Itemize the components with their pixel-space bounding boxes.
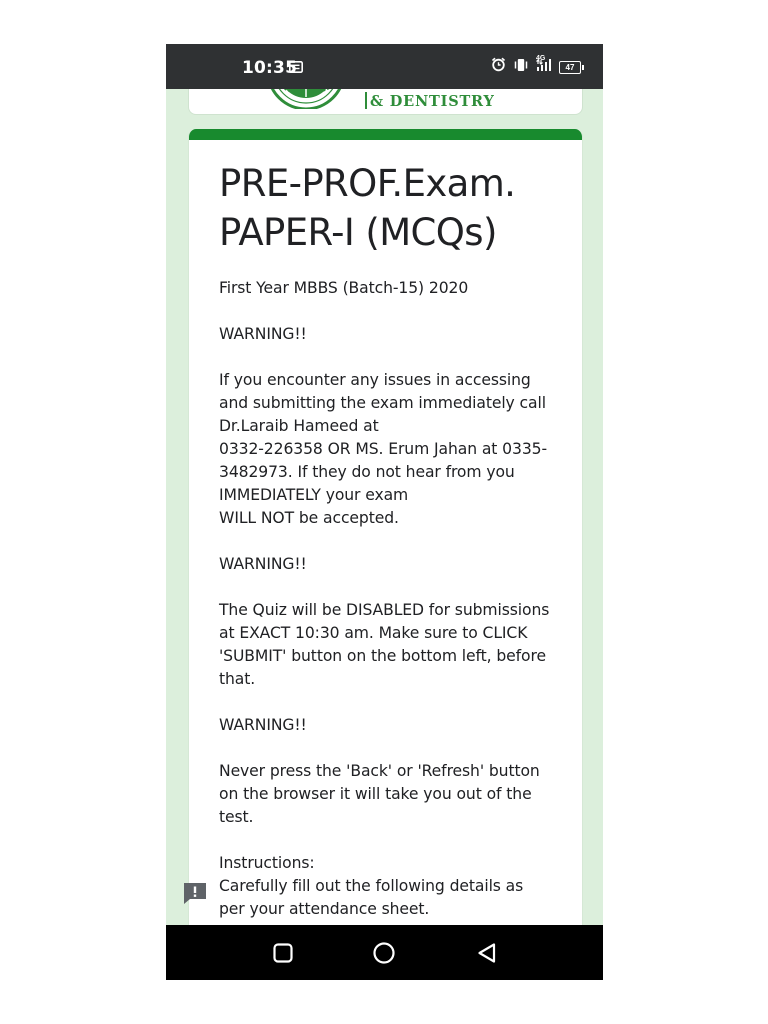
home-icon[interactable]	[371, 940, 397, 966]
banner-label: & DENTISTRY	[370, 93, 495, 110]
form-title: PRE-PROF.Exam. PAPER-I (MCQs)	[219, 162, 516, 254]
phone-screen	[166, 44, 603, 980]
form-description: First Year MBBS (Batch-15) 2020 WARNING!! If you encounter any issues in accessing and submitting the exam immediately call Dr.Laraib Hameed at 0332-226358 OR MS. Erum Jahan at 0335-3482973. If they do not hear from you IMMEDIATELY your exam WILL NOT be accepted. WARNING!! The Quiz will be DISABLED for submissions at EXACT 10:30 am. Make sure to CLICK 'SUBMIT' button on the bottom left, before that. WARNING!! Never press the 'Back' or 'Refresh' button on the browser it will take you out of the test. Instructions: Carefully fill out the following details as per your attendance sheet.	[219, 279, 550, 918]
back-icon[interactable]	[474, 940, 500, 966]
battery-level: 47	[565, 62, 575, 72]
header-divider	[365, 92, 367, 109]
recents-icon[interactable]	[270, 940, 296, 966]
message-icon	[289, 60, 303, 78]
signal-icon	[536, 58, 552, 77]
form-header-image	[188, 89, 583, 115]
form-title-card	[188, 129, 583, 980]
status-time: 10:35	[242, 58, 298, 78]
status-bar	[166, 44, 603, 89]
card-accent-bar	[189, 129, 582, 140]
report-feedback-icon[interactable]	[182, 880, 208, 906]
vibrate-icon	[513, 58, 529, 77]
alarm-icon	[491, 57, 506, 77]
network-type: 4G	[536, 55, 546, 62]
college-seal-logo	[265, 89, 347, 109]
navigation-bar	[166, 925, 603, 980]
header-banner-text	[365, 92, 495, 110]
battery-icon	[559, 61, 581, 74]
